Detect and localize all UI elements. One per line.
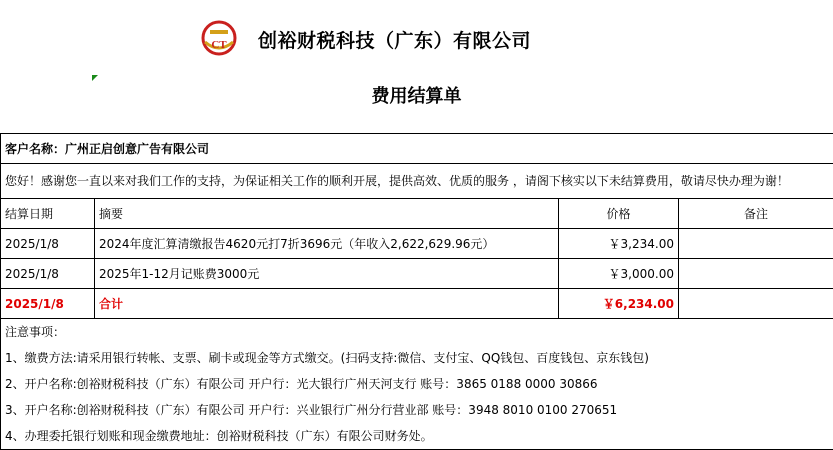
column-header-summary[interactable]: 摘要 [95, 199, 559, 229]
logo-text: CT [211, 39, 227, 51]
column-header-row [1, 199, 833, 229]
table-row [1, 259, 833, 289]
notes-heading: 注意事项： [1, 319, 833, 345]
total-remark[interactable] [679, 289, 833, 319]
total-row [1, 289, 833, 319]
cell-comment-marker-icon [92, 75, 98, 81]
column-header-remark[interactable]: 备注 [679, 199, 833, 229]
row-date[interactable]: 2025/1/8 [1, 259, 95, 289]
note-payment-method: 1、缴费方法:请采用银行转帐、支票、刷卡或现金等方式缴交。(扫码支持:微信、支付宝、QQ钱包、百度钱包、京东钱包) [1, 345, 833, 371]
company-name: 创裕财税科技（广东）有限公司 [258, 26, 531, 53]
company-logo-icon [201, 20, 237, 56]
customer-cell[interactable] [1, 134, 833, 164]
row-remark[interactable] [679, 229, 833, 259]
document-title: 费用结算单 [0, 82, 833, 108]
column-header-price[interactable]: 价格 [559, 199, 679, 229]
column-header-date[interactable]: 结算日期 [1, 199, 95, 229]
note-bank-account-2: 3、开户名称:创裕财税科技（广东）有限公司 开户行：兴业银行广州分行营业部 账号：3948 8010 0100 270651 [1, 397, 833, 423]
row-date[interactable]: 2025/1/8 [1, 229, 95, 259]
document-header [0, 0, 833, 68]
customer-name: 广州正启创意广告有限公司 [65, 142, 209, 156]
row-summary[interactable]: 2025年1-12月记账费3000元 [95, 259, 559, 289]
greeting-row [1, 164, 833, 199]
notes-cell[interactable] [1, 319, 833, 450]
greeting-text[interactable]: 您好！感谢您一直以来对我们工作的支持，为保证相关工作的顺利开展，提供高效、优质的服务 ，请阁下核实以下未结算费用，敬请尽快办理为谢！ [1, 164, 833, 199]
row-remark[interactable] [679, 259, 833, 289]
table-row [1, 229, 833, 259]
total-label[interactable]: 合计 [95, 289, 559, 319]
customer-row [1, 134, 833, 164]
customer-label: 客户名称： [5, 142, 65, 156]
note-bank-account-1: 2、开户名称:创裕财税科技（广东）有限公司 开户行：光大银行广州天河支行 账号：3865 0188 0000 30866 [1, 371, 833, 397]
notes-row [1, 319, 833, 450]
total-price[interactable]: ￥6,234.00 [559, 289, 679, 319]
row-price[interactable]: ￥3,234.00 [559, 229, 679, 259]
settlement-table [0, 133, 833, 450]
row-summary[interactable]: 2024年度汇算清缴报告4620元打7折3696元（年收入2,622,629.96元） [95, 229, 559, 259]
row-price[interactable]: ￥3,000.00 [559, 259, 679, 289]
note-payment-address: 4、办理委托银行划账和现金缴费地址：创裕财税科技（广东）有限公司财务处。 [1, 423, 833, 449]
total-date[interactable]: 2025/1/8 [1, 289, 95, 319]
